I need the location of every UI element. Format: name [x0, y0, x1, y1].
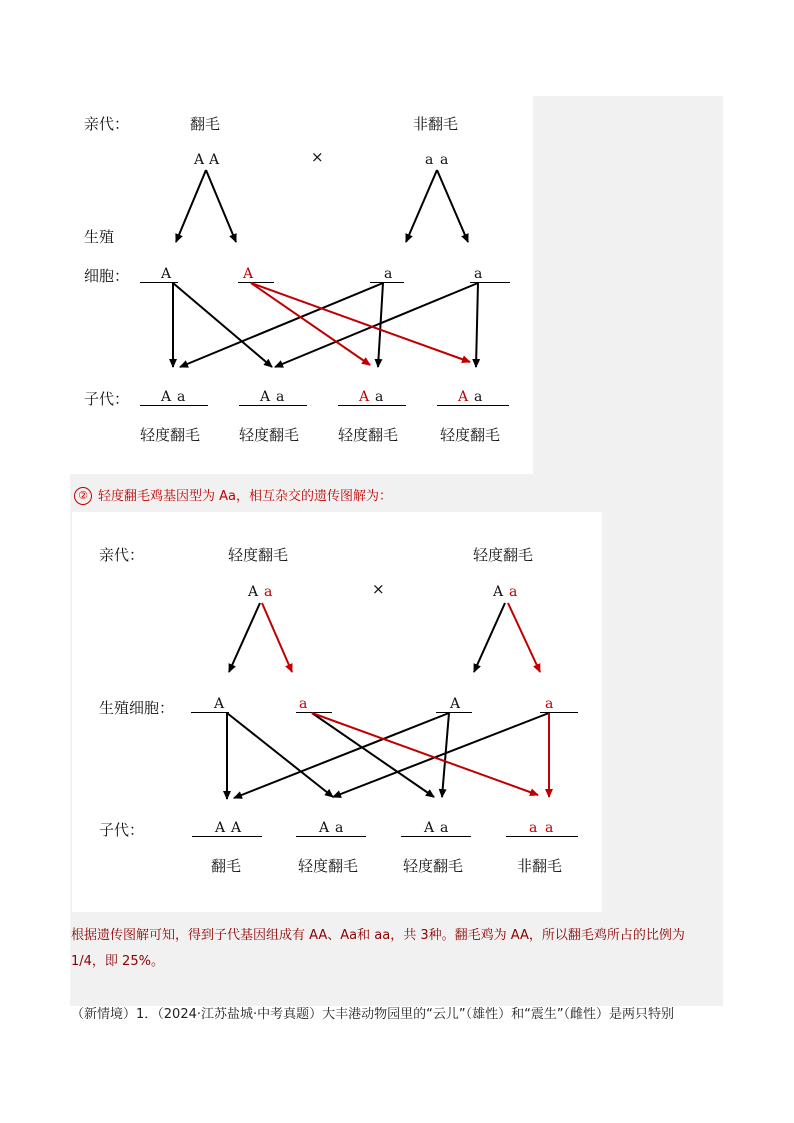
d2-offspring-3-allele-1: A [424, 820, 435, 836]
d2-offspring-1-allele-2: A [231, 820, 242, 836]
d2-genotype-left-1: A [248, 584, 259, 600]
d1-parent-left-phenotype: 翻毛 [190, 115, 221, 133]
d1-offspring-4-allele-1: A [458, 389, 469, 405]
d1-offspring-3-allele-1: A [359, 389, 370, 405]
d1-genotype-right-2: a [440, 152, 449, 168]
d2-phenotype-1: 翻毛 [211, 857, 242, 875]
conclusion-text [71, 923, 723, 975]
d1-parent-right-phenotype: 非翻毛 [413, 115, 459, 133]
d1-cross-symbol: × [311, 148, 324, 166]
d1-genotype-left-2: A [209, 152, 220, 168]
d1-offspring-1-allele-2: a [177, 389, 186, 405]
d2-offspring-4-allele-2: a [545, 820, 554, 836]
d2-parent-left-phenotype: 轻度翻毛 [228, 546, 289, 564]
d2-gamete-1: A [214, 696, 225, 712]
d2-offspring-3-allele-2: a [440, 820, 449, 836]
d1-gamete-1: A [161, 266, 172, 282]
d1-phenotype-1: 轻度翻毛 [140, 426, 201, 444]
d1-parents-label: 亲代： [84, 115, 130, 133]
d2-arrow-parent-right-to-gamete-4 [508, 603, 540, 672]
d2-arrow-gamete4-to-offspring2 [333, 713, 549, 797]
d2-arrow-gamete1-to-offspring2 [227, 713, 333, 797]
d2-gamete-3: A [450, 696, 461, 712]
d2-phenotype-4: 非翻毛 [517, 857, 563, 875]
conclusion-line-2: 1/4，即 25%。 [71, 954, 164, 969]
d1-gametes-label-line1: 生殖 [84, 228, 115, 246]
d2-offspring-2-allele-2: a [335, 820, 344, 836]
d2-gametes-label: 生殖细胞： [99, 699, 175, 717]
conclusion-line-1: 根据遗传图解可知，得到子代基因组成有 AA、Aa和 aa，共 3种。翻毛鸡为 AA，所以翻毛鸡所占的比例为 [71, 928, 685, 943]
d2-genotype-right-2: a [509, 584, 518, 600]
d2-genotype-left-2: a [264, 584, 273, 600]
d1-offspring-label: 子代： [84, 390, 130, 408]
d1-gamete-2: A [243, 266, 254, 282]
d2-parent-right-phenotype: 轻度翻毛 [473, 546, 534, 564]
d1-gametes-label-line2: 细胞： [84, 267, 130, 285]
d2-genotype-right-1: A [493, 584, 504, 600]
d1-phenotype-3: 轻度翻毛 [338, 426, 399, 444]
d1-offspring-2-allele-2: a [276, 389, 285, 405]
d2-offspring-4-allele-1: a [529, 820, 538, 836]
d1-offspring-2-allele-1: A [260, 389, 271, 405]
section2-number-badge: ② [74, 487, 92, 505]
section2-heading-text: 轻度翻毛鸡基因型为 Aa，相互杂交的遗传图解为： [98, 489, 392, 504]
d2-arrow-parent-right-to-gamete-3 [474, 603, 505, 672]
d2-gamete-2: a [299, 696, 308, 712]
d1-offspring-4-allele-2: a [474, 389, 483, 405]
d2-phenotype-2: 轻度翻毛 [298, 857, 359, 875]
d1-genotype-right-1: a [425, 152, 434, 168]
d2-parents-label: 亲代： [99, 546, 145, 564]
d2-offspring-1-allele-1: A [215, 820, 226, 836]
d2-offspring-2-allele-1: A [319, 820, 330, 836]
d1-gamete-4: a [474, 266, 483, 282]
d1-gamete-3: a [384, 266, 393, 282]
d2-cross-symbol: × [372, 580, 385, 598]
d1-phenotype-2: 轻度翻毛 [239, 426, 300, 444]
d1-phenotype-4: 轻度翻毛 [440, 426, 501, 444]
d1-offspring-1-allele-1: A [161, 389, 172, 405]
d2-gamete-4: a [545, 696, 554, 712]
d2-offspring-label: 子代： [99, 821, 145, 839]
d1-offspring-3-allele-2: a [375, 389, 384, 405]
d2-arrow-parent-left-to-gamete-2 [262, 603, 292, 672]
d1-genotype-left-1: A [194, 152, 205, 168]
d2-phenotype-3: 轻度翻毛 [403, 857, 464, 875]
d2-arrow-parent-left-to-gamete-1 [229, 603, 260, 672]
question-1-text: （新情境）1．（2024·江苏盐城·中考真题）大丰港动物园里的“云儿”（雄性）和“震生”（雌性）是两只特别 [71, 1007, 675, 1022]
